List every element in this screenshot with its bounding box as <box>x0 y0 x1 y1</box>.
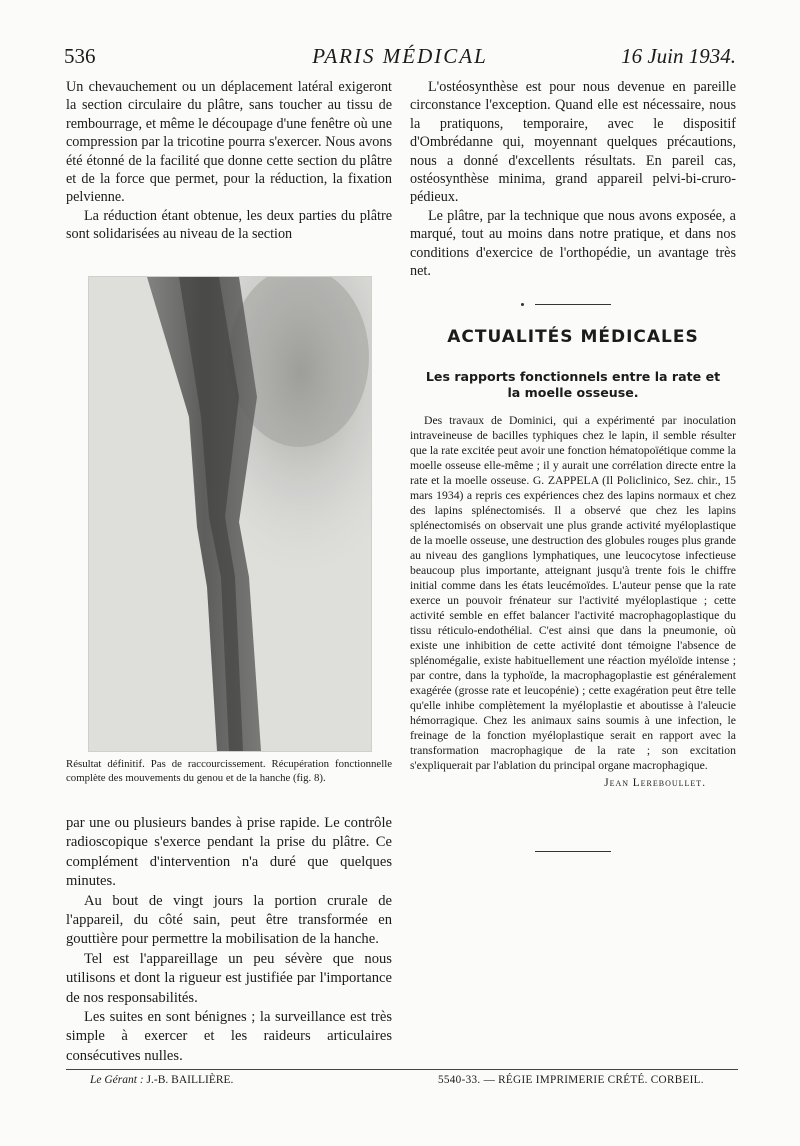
footer-rule <box>66 1069 738 1070</box>
end-divider <box>535 851 611 852</box>
paragraph: Tel est l'appareillage un peu sévère que nous utilisons et dont la rigueur est justifiée par l'importance de nos responsabilités. <box>66 950 392 1006</box>
article-body: Des travaux de Dominici, qui a expérimenté par inoculation intraveineuse de bacilles typhiques chez le lapin, il semble résulter que la rate excitée peut avoir une fonction hématopoïétique comme la moelle osseuse elle-même ; il y aurait une corrélation directe entre la rate et la moelle osseuse. G. ZAPPELA (Il Policlinico, Sez. chir., 15 mars 1934) a repris ces expériences chez des lapins normaux et chez des lapins splénectomisés. Il a observé que chez les lapins splénectomisés on observait une plus grande activité myéloplastique de la moelle osseuse, une destruction des globules rouges plus grande au niveau des ganglions lymphatiques, une leucocytose infectieuse beaucoup plus importante, atteignant jusqu'à trente fois le chiffre initial comme dans les états leucémoïdes. L'auteur pense que la rate exerce un pouvoir frénateur sur l'activité myéloplastique ; cette activité semble en effet balancer l'activité macrophagoplastique du tissu réticulo-endothélial. C'est ainsi que dans la pneumonie, où existe une inhibition de cette activité dont témoigne l'absence de splénomégalie, existe habituellement une réaction myéloïde intense ; par contre, dans la typhoïde, la macrophagoplastie est généralement exagérée (grosse rate et leucopénie) ; cette exagération peut être telle qu'elle inhibe complètement la myéloplastie et aboutisse à l'aleucie hémorragique. Chez les animaux sains soumis à une infection, le freinage de la fonction myéloplastique serait en rapport avec la transformation macrophagique de la rate ; son excitation s'expliquerait par l'ablation du principal organe macrophagique. <box>410 414 736 773</box>
left-column-top <box>66 78 392 244</box>
section-title: ACTUALITÉS MÉDICALES <box>447 327 699 348</box>
paragraph: L'ostéosynthèse est pour nous devenue en pareille circonstance l'exception. Quand elle est nécessaire, nous la pratiquons, temporaire, avec le dispositif d'Ombrédanne qui, moyennant quelques précautions, nous a donné d'excellents résultats. En pareil cas, ostéosynthèse minima, grand appareil pelvi-bi-cruro-pédieux. <box>410 79 736 206</box>
paragraph: Un chevauchement ou un déplacement latéral exigeront la section circulaire du plâtre, sans toucher au tissu de rembourrage, et même le découpage d'une fenêtre où une compression par la tricotine pourra s'exercer. Nous avons été étonné de la facilité que donne cette section du plâtre et de la force que permet, pour la réduction, la fixation pelvienne. <box>66 79 392 206</box>
paragraph: La réduction étant obtenue, les deux parties du plâtre sont solidarisées au niveau de la section <box>66 207 392 243</box>
gerant-name: J.-B. BAILLIÈRE. <box>146 1074 234 1086</box>
right-column <box>410 78 736 852</box>
figure-caption: Résultat définitif. Pas de raccourcissement. Récupération fonctionnelle complète des mouvements du genou et de la hanche (fig. 8). <box>66 758 392 784</box>
paragraph: par une ou plusieurs bandes à prise rapide. Le contrôle radioscopique s'exerce pendant la prise du plâtre. Ce complément d'intervention n'a duré que quelques minutes. <box>66 815 392 890</box>
footer-printer: 5540-33. — RÉGIE IMPRIMERIE CRÉTÉ. CORBEIL. <box>438 1074 704 1086</box>
article-author: Jean Lereboullet. <box>604 777 706 790</box>
page-number: 536 <box>64 44 96 68</box>
radiograph-figure <box>88 276 372 752</box>
issue-date: 16 Juin 1934. <box>621 44 736 68</box>
journal-title: PARIS MÉDICAL <box>312 44 488 68</box>
paragraph: Le plâtre, par la technique que nous avons exposée, a marqué, tout au moins dans notre pratique, et dans nos conditions d'exercice de l'orthopédie, un avantage très net. <box>410 207 736 280</box>
left-column-bottom <box>66 814 392 1066</box>
footer-gerant <box>90 1074 233 1086</box>
paragraph: Les suites en sont bénignes ; la surveillance est très simple à exercer et les raideurs articulaires consécutives nulles. <box>66 1009 392 1064</box>
page-header <box>62 40 738 70</box>
article-title: Les rapports fonctionnels entre la rate et la moelle osseuse. <box>425 369 721 401</box>
gerant-label: Le Gérant : <box>90 1074 144 1086</box>
femur-radiograph-image <box>89 277 371 751</box>
paragraph: Au bout de vingt jours la portion crurale de l'appareil, du côté sain, peut être transformée en gouttière pour permettre la mobilisation de la hanche. <box>66 892 392 948</box>
section-divider <box>535 304 611 305</box>
